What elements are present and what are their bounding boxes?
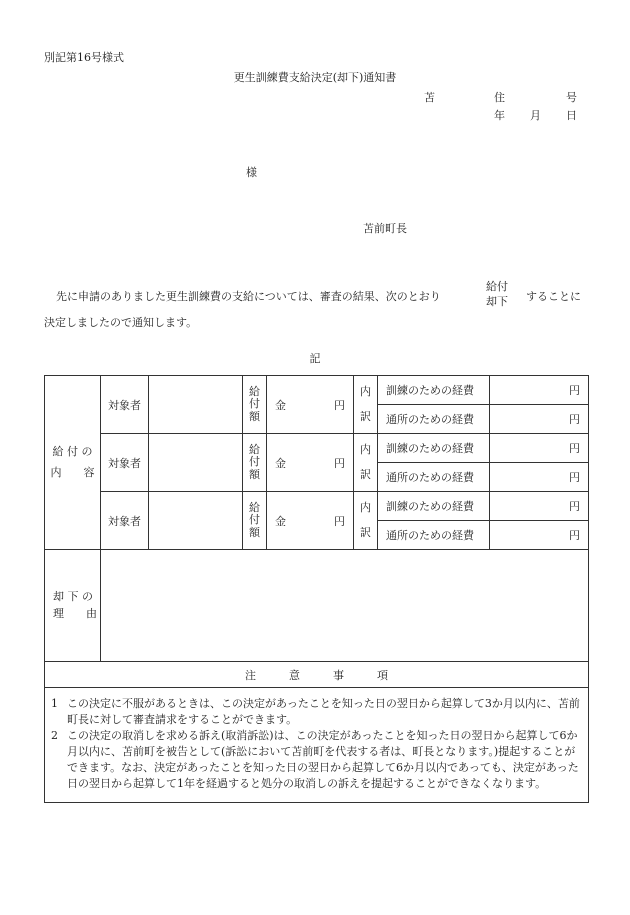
- date-month: 月: [530, 109, 541, 122]
- amount-field[interactable]: [267, 434, 354, 492]
- breakdown-label: 内 訳: [354, 376, 378, 434]
- subject-value-field[interactable]: [149, 434, 243, 492]
- kin-label: 金: [275, 398, 286, 412]
- doc-no-suffix: 号: [566, 91, 577, 104]
- subject-label: 対象者: [101, 376, 149, 434]
- table-row: [45, 376, 589, 405]
- date-year: 年: [494, 109, 505, 122]
- table-row: [45, 434, 589, 463]
- ki-marker: 記: [309, 352, 321, 365]
- document-title: 更生訓練費支給決定(却下)通知書: [233, 71, 397, 84]
- kin-label: 金: [275, 456, 286, 470]
- amount-label: 給 付 額: [243, 492, 267, 550]
- doc-no-middle: 住: [494, 91, 505, 104]
- body-text-part1: 先に申請のありました更生訓練費の支給については、審査の結果、次のとおり: [56, 290, 441, 303]
- subject-label: 対象者: [101, 492, 149, 550]
- doc-no-prefix: 苫: [424, 91, 435, 104]
- subject-value-field[interactable]: [149, 492, 243, 550]
- table-row: [45, 492, 589, 521]
- yen-label: 円: [334, 398, 345, 412]
- expense-training-yen[interactable]: 円: [490, 376, 589, 405]
- decision-table: [44, 375, 589, 803]
- expense-commute-label: 通所のための経費: [378, 521, 490, 550]
- yen-label: 円: [334, 514, 345, 528]
- expense-training-label: 訓練のための経費: [378, 376, 490, 405]
- breakdown-label: 内 訳: [354, 492, 378, 550]
- reject-reason-label: 却 下 の 理 由: [45, 550, 101, 662]
- table-row: [45, 550, 589, 662]
- choice-reject: 却下: [486, 295, 508, 308]
- yen-label: 円: [334, 456, 345, 470]
- breakdown-label: 内 訳: [354, 434, 378, 492]
- addressee-suffix: 様: [246, 166, 257, 179]
- subject-value-field[interactable]: [149, 376, 243, 434]
- expense-commute-label: 通所のための経費: [378, 463, 490, 492]
- expense-commute-yen[interactable]: 円: [490, 463, 589, 492]
- expense-commute-yen[interactable]: 円: [490, 405, 589, 434]
- notes-header: 注 意 事 項: [45, 662, 589, 688]
- subject-label: 対象者: [101, 434, 149, 492]
- amount-label: 給 付 額: [243, 376, 267, 434]
- expense-training-label: 訓練のための経費: [378, 492, 490, 521]
- note-item: 2 この決定の取消しを求める訴え(取消訴訟)は、この決定があったことを知った日の翌日から起算して6か月以内に、苫前町を被告として(訴訟において苫前町を代表する者は、町長となります。)提起することができます。なお、決定があったことを知った日の翌日から起算して6か月以内であっても、決定があった日の翌日から起算して1年を経過すると処分の取消しの訴えを提起することができなくなります。: [51, 728, 579, 790]
- kin-label: 金: [275, 514, 286, 528]
- expense-training-yen[interactable]: 円: [490, 492, 589, 521]
- amount-field[interactable]: [267, 492, 354, 550]
- content-label: 給 付 の 内 容: [45, 376, 101, 550]
- table-row: [45, 662, 589, 688]
- note-item: 1 この決定に不服があるときは、この決定があったことを知った日の翌日から起算して3か月以内に、苫前町長に対して審査請求をすることができます。: [51, 697, 580, 726]
- amount-field[interactable]: [267, 376, 354, 434]
- reject-reason-field[interactable]: [101, 550, 589, 662]
- form-number: 別記第16号様式: [44, 51, 124, 64]
- expense-commute-label: 通所のための経費: [378, 405, 490, 434]
- body-text-part2: することに: [526, 290, 581, 303]
- expense-training-label: 訓練のための経費: [378, 434, 490, 463]
- expense-training-yen[interactable]: 円: [490, 434, 589, 463]
- issuer-name: 苫前町長: [363, 222, 407, 235]
- table-row: [45, 688, 589, 803]
- date-day: 日: [566, 109, 577, 122]
- body-text-line2: 決定しましたので通知します。: [44, 316, 198, 329]
- amount-label: 給 付 額: [243, 434, 267, 492]
- notes-body: [45, 688, 589, 803]
- expense-commute-yen[interactable]: 円: [490, 521, 589, 550]
- choice-grant: 給付: [486, 280, 508, 293]
